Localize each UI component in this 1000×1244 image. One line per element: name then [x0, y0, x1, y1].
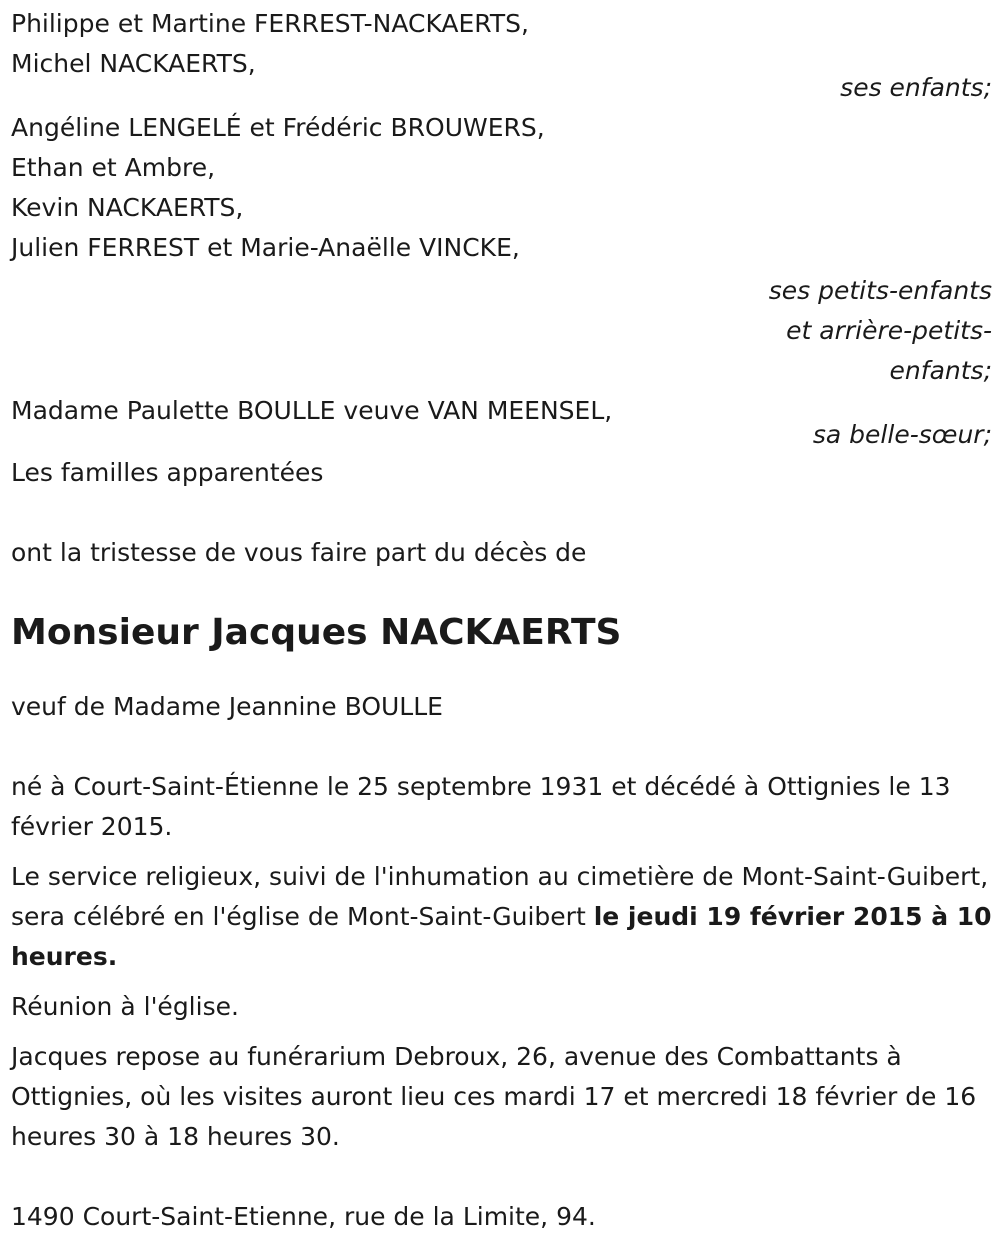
sister-in-law-role: sa belle-sœur;: [812, 420, 992, 449]
grandchild-name-1: Angéline LENGELÉ et Frédéric BROUWERS,: [11, 113, 545, 142]
grandchild-name-3: Kevin NACKAERTS,: [11, 193, 244, 222]
visitation-paragraph: Jacques repose au funérarium Debroux, 26, avenue des Combattants à Ottignies, où les visites auront lieu ces mardi 17 et mercredi 18 février de 16 heures 30 à 18 heures 30.: [11, 1042, 977, 1151]
service-date: le jeudi 19 février 2015 à 10 heures.: [11, 902, 992, 971]
children-role: ses enfants;: [840, 73, 992, 102]
service-text: Le service religieux, suivi de l'inhumation au cimetière de Mont-Saint-Guibert, sera célébré en l'église de Mont-Saint-Guibert: [11, 862, 989, 931]
child-name-1: Philippe et Martine FERREST-NACKAERTS,: [11, 9, 529, 38]
obituary-notice: [11, 4, 992, 1237]
deceased-name: Monsieur Jacques NACKAERTS: [11, 612, 622, 653]
grandchildren-role-line-1: ses petits-enfants: [768, 276, 992, 305]
sister-in-law-name: Madame Paulette BOULLE veuve VAN MEENSEL,: [11, 396, 613, 425]
grandchild-name-4: Julien FERREST et Marie-Anaëlle VINCKE,: [11, 233, 520, 262]
address-line: 1490 Court-Saint-Etienne, rue de la Limite, 94.: [11, 1202, 596, 1231]
reunion-paragraph: Réunion à l'église.: [11, 992, 239, 1021]
widower-of-line: veuf de Madame Jeannine BOULLE: [11, 692, 443, 721]
service-paragraph: [11, 857, 992, 977]
grandchildren-role-line-2: et arrière-petits-: [786, 316, 992, 345]
child-name-2: Michel NACKAERTS,: [11, 49, 256, 78]
families-line: Les familles apparentées: [11, 458, 324, 487]
announcement-text: ont la tristesse de vous faire part du décès de: [11, 538, 587, 567]
birth-death-paragraph: né à Court-Saint-Étienne le 25 septembre 1931 et décédé à Ottignies le 13 février 2015.: [11, 772, 951, 841]
grandchildren-role-line-3: enfants;: [889, 356, 992, 385]
grandchild-name-2: Ethan et Ambre,: [11, 153, 216, 182]
